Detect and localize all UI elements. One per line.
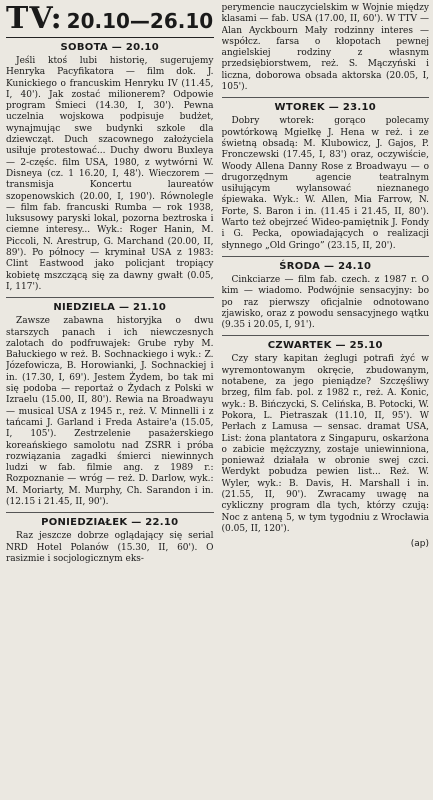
header-tv: TV: <box>6 3 63 36</box>
divider <box>222 335 430 336</box>
day-heading-sobota: SOBOTA — 20.10 <box>60 42 159 53</box>
divider <box>222 256 430 257</box>
columns <box>6 3 429 800</box>
listing-niedziela: Zawsze zabawna historyjka o dwu starszych panach i ich niewczesnych zalotach do podfruwajek: Grube ryby M. Bałuckiego w reż. B. Sochnackiego i wyk.: Z. Józefowicza, B. Horowianki, J. Sochnackiej i in. (17.30, I, 69'). Jestem Żydem, bo tak mi się podoba — reportaż o Żydach z Polski w Izraelu (15.00, II, 80'). Rewia na Broadwayu — musical USA z 1945 r., reż. V. Minnelli i z tańcami J. Garland i Freda Astaire'a (15.05, I, 105'). Zestrzelenie pasażerskiego koreańskiego samolotu nad ZSRR i próba rozwiązania zagadki śmierci niewinnych ludzi w fab. filmie ang. z 1989 r.: Rozpoznanie — wróg — reż. D. Darlow, wyk.: M. Moriarty, M. Murphy, Ch. Sarandon i in. (12.15 i 21.45, II, 90'). <box>6 316 214 507</box>
day-heading-sroda: ŚRODA — 24.10 <box>279 260 372 272</box>
listing-wtorek: Dobry wtorek: gorąco polecamy powtórkową Mgiełkę J. Hena w reż. i ze świetną obsadą: M. Klubowicz, J. Gajos, P. Fronczewski (17.45, I, 83') oraz, oczywiście, Woody Allena Danny Rose z Broadwayu — o drugorzędnym agencie teatralnym usiłującym wylansować nieznanego śpiewaka. Wyk.: W. Allen, Mia Farrow, N. Forte, S. Baron i in. (11.45 i 21.45, II, 80'). Warto też obejrzeć Wideo-pamiętnik J. Fondy i G. Pecka, opowiadających o realizacji słynnego „Old Gringo” (23.15, II, 20'). <box>221 116 429 251</box>
listing-poniedzialek-continued: perymencie nauczycielskim w Wojnie między klasami — fab. USA (17.00, II, 60'). W TTV — Alan Ayckbourn Mały rodzinny interes — współcz. farsa o kłopotach pewnej angielskiej rodziny z własnym przedsiębiorstwem, reż. S. Mączyński i liczna, doborowa obsada aktorska (20.05, I, 105'). <box>221 3 429 93</box>
divider <box>222 97 430 98</box>
divider <box>6 512 214 513</box>
day-heading-poniedzialek: PONIEDZIAŁEK — 22.10 <box>41 517 179 529</box>
listing-czwartek: Czy stary kapitan żeglugi potrafi żyć w wyremontowanym okręcie, zbudowanym, notabene, za jego pieniądze? Szczęśliwy brzeg, film fab. pol. z 1982 r., reż. A. Konic, wyk.: B. Bińczycki, S. Celińska, B. Potocki, W. Pokora, L. Pietraszak (11.10, II, 95'). W Perłach z Lamusa — sensac. dramat USA, List: żona plantatora z Singapuru, oskarżona o zabicie mężczyzny, zostaje uniewinniona, ponieważ działała w obronie swej czci. Werdykt pobudza pewien list... Reż. W. Wyler, wyk.: B. Davis, H. Marshall i in. (21.55, II, 90'). Zwracamy uwagę na cykliczny program dla tych, którzy czują: Noc z anteną 5, w tym tygodniu z Wrocławia (0.05, II, 120'). <box>221 354 429 534</box>
listing-sobota: Jeśli ktoś lubi historię, sugerujemy Henryka Pacyfikatora — film dok. J. Kunickiego o francuskim Henryku IV (11.45, I, 40'). Jak zostać milionerem? Odpowie program Śmieci (14.30, I, 30'). Pewna uczelnia wojskowa podpisuje budżet, wynajmując swe budynki szkole dla dziewcząt. Duch szacownego założyciela usiłuje protestować... Duchy dworu Buxleya — 2-częśc. film USA, 1980, z wytwórni W. Disneya (cz. 1 16.20, I, 48'). Wieczorem — transmisja Koncertu laureatów szopenowskich (20.00, I, 190'). Równolegle — film fab. francuski Rumba — rok 1938, luksusowy paryski lokal, pozorna beztroska i ciemne interesy... Wyk.: Roger Hanin, M. Piccoli, N. Arestrup, G. Marchand (20.00, II, 89'). Po północy — kryminał USA z 1983: Clint Eastwood jako policjant tropiący kobietę mszczącą się za dawny gwałt (0.05, I, 117'). <box>6 56 214 292</box>
header-dates: 20.10—26.10 <box>66 9 214 33</box>
author-credit: (ap) <box>410 539 429 550</box>
day-heading-niedziela: NIEDZIELA — 21.10 <box>53 302 167 314</box>
header <box>6 3 214 38</box>
divider <box>6 297 214 298</box>
listing-sroda: Cinkciarze — film fab. czech. z 1987 r. O kim — wiadomo. Podwójnie sensacyjny: bo po raz pierwszy oficjalnie odnotowano zjawisko, oraz z powodu sensacyjnego wątku (9.35 i 20.05, I, 91'). <box>221 274 429 331</box>
listing-poniedzialek: Raz jeszcze dobrze oglądający się serial NRD Hotel Polanów (15.30, II, 60'). O rasizmie i socjologicznym eks- <box>6 531 214 564</box>
right-column <box>222 3 430 800</box>
day-heading-wtorek: WTOREK — 23.10 <box>274 102 376 114</box>
left-column <box>6 3 214 800</box>
day-heading-czwartek: CZWARTEK — 25.10 <box>267 340 383 352</box>
